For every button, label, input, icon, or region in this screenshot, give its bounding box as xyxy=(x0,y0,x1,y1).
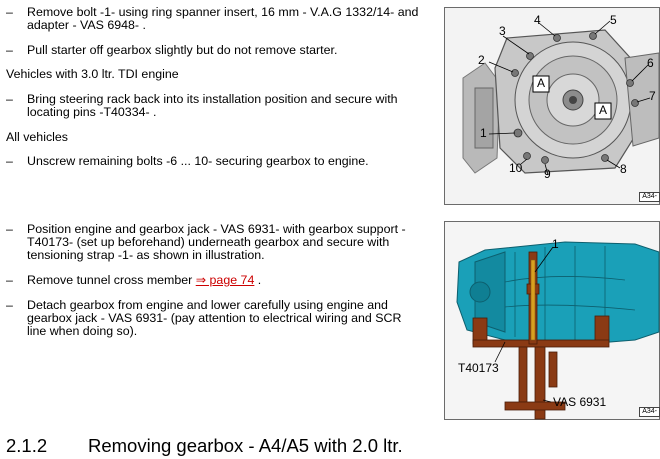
step-steering-rack xyxy=(0,93,430,123)
callout-7: 7 xyxy=(649,89,656,103)
step-dash: – xyxy=(6,92,13,106)
step-text: Position engine and gearbox jack - VAS 6931- with gearbox support - T40173- (set up beforehand) underneath gearbox and secure with tensioning strap -1- as shown in illustration. xyxy=(27,222,406,262)
gearbox-jack-illustration xyxy=(445,222,659,419)
step-detach-gearbox xyxy=(0,299,430,344)
page-74-link[interactable]: ⇒ page 74 xyxy=(195,273,255,287)
step-text: Pull starter off gearbox slightly but do not remove starter. xyxy=(27,43,338,57)
marker-a-label: A xyxy=(537,76,546,90)
step-unscrew-bolts xyxy=(0,155,430,170)
heading-title: Removing gearbox - A4/A5 with 2.0 ltr. xyxy=(88,435,403,456)
step-pull-starter xyxy=(0,44,430,59)
step-dash: – xyxy=(6,154,13,168)
callout-5: 5 xyxy=(610,13,617,27)
callout-8: 8 xyxy=(620,162,627,176)
callout-9: 9 xyxy=(544,167,551,181)
step-dash: – xyxy=(6,43,13,57)
step-position-jack xyxy=(0,223,430,268)
section-label-tdi: Vehicles with 3.0 ltr. TDI engine xyxy=(6,67,179,81)
step-text-after: . xyxy=(254,273,262,287)
callout-3: 3 xyxy=(499,24,506,38)
step-text: Detach gearbox from engine and lower carefully using engine and gearbox jack - VAS 6931- (pay attention to electrical wiring and SCR line when doing so). xyxy=(27,298,402,338)
section-label-all: All vehicles xyxy=(6,130,68,144)
step-text xyxy=(27,274,419,287)
callout-10: 10 xyxy=(509,161,523,175)
callout-1: 1 xyxy=(552,237,559,251)
step-dash: – xyxy=(6,273,13,287)
step-text: Bring steering rack back into its installation position and secure with locating pins -T40334- . xyxy=(27,92,398,119)
figure-gearbox-jack xyxy=(444,221,660,420)
figure-id: A34- xyxy=(639,192,660,202)
callout-4: 4 xyxy=(534,13,541,27)
callout-6: 6 xyxy=(647,56,654,70)
step-remove-cross-member xyxy=(0,274,430,289)
step-dash: – xyxy=(6,5,13,19)
step-remove-bolt xyxy=(0,6,430,36)
callout-2: 2 xyxy=(478,53,485,67)
callout-1: 1 xyxy=(480,126,487,140)
step-text: Unscrew remaining bolts -6 ... 10- securing gearbox to engine. xyxy=(27,154,369,168)
marker-a-label: A xyxy=(599,103,608,117)
step-text: Remove bolt -1- using ring spanner insert, 16 mm - V.A.G 1332/14- and adapter - VAS 6948- . xyxy=(27,5,419,32)
step-text-before: Remove tunnel cross member xyxy=(27,273,196,287)
step-dash: – xyxy=(6,298,13,312)
heading-number: 2.1.2 xyxy=(6,435,48,456)
figure-id: A34- xyxy=(639,407,660,417)
step-dash: – xyxy=(6,222,13,236)
figure-gearbox-bolts xyxy=(444,7,660,205)
label-vas-6931: VAS 6931 xyxy=(553,395,607,409)
label-t40173: T40173 xyxy=(458,361,499,375)
